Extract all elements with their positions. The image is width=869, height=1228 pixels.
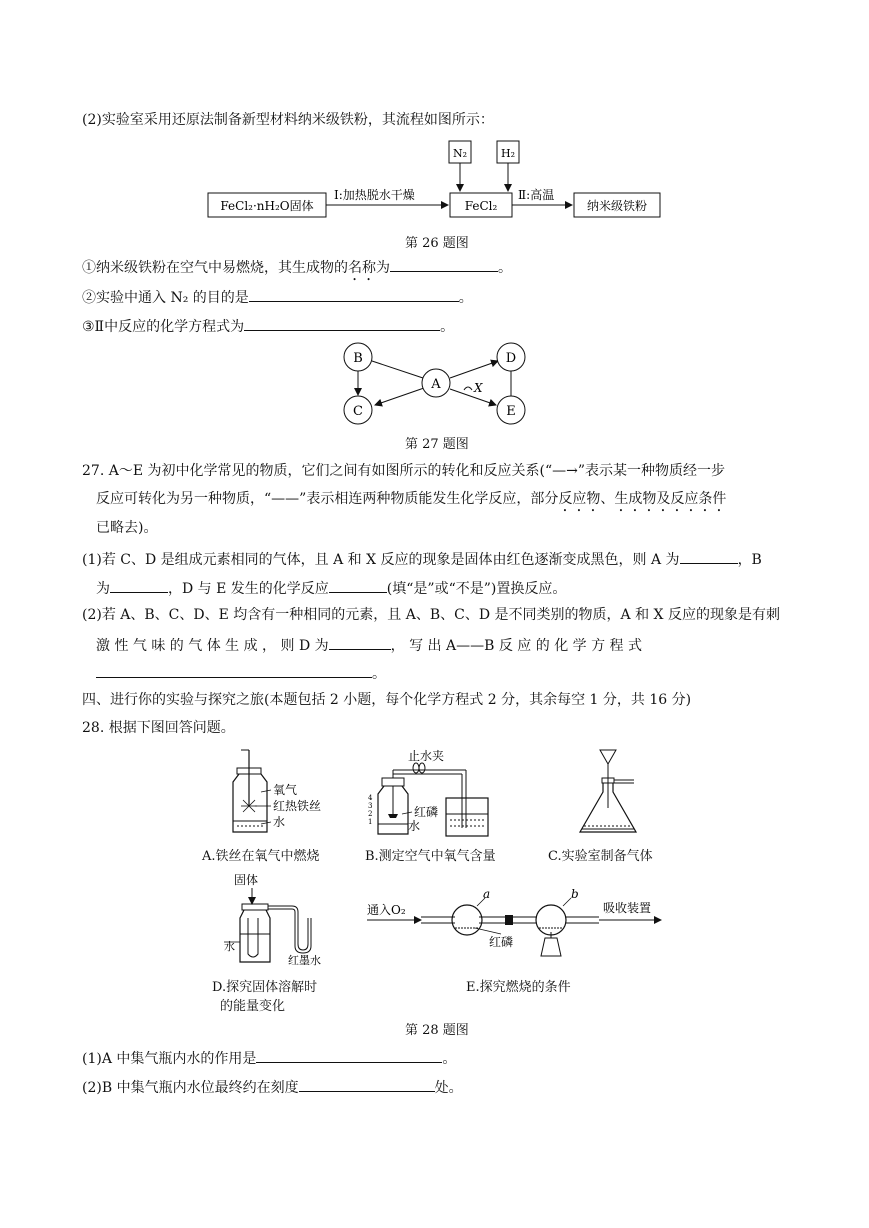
answer-blank[interactable] xyxy=(96,662,372,678)
q27-emph-1: 反应物 xyxy=(558,491,601,507)
answer-blank[interactable] xyxy=(390,256,498,272)
q26-q2-end: 。 xyxy=(458,290,473,306)
fig-d-label-1: D.探究固体溶解时 xyxy=(212,980,318,995)
q26-q2 xyxy=(82,286,473,308)
node-c: C xyxy=(353,404,363,419)
fig-b-clip: 止水夹 xyxy=(408,749,445,763)
flow-h2: H₂ xyxy=(500,147,516,160)
q28-fig-a xyxy=(215,748,350,840)
q28-q1-text: (1)A 中集气瓶内水的作用是 xyxy=(82,1051,257,1067)
q27-stem-1: 27. A～E 为初中化学常见的物质，它们之间有如图所示的转化和反应关系(“—→”表示某一种物质经一步 xyxy=(82,463,725,479)
node-d: D xyxy=(505,351,517,366)
q28-stem: 28. 根据下图回答问题。 xyxy=(82,720,235,736)
fig-a-wire: 红热铁丝 xyxy=(273,799,322,813)
q27-p2-line2 xyxy=(96,634,642,656)
q27-p1-e: (填“是”或“不是”)置换反应。 xyxy=(386,581,567,597)
fig-a-label: A.铁丝在氧气中燃烧 xyxy=(202,849,320,864)
q27-p1-d: ，D 与 E 发生的化学反应 xyxy=(168,581,329,597)
fig-b-scale-3: 3 xyxy=(368,802,373,810)
fig-c-label: C.实验室制备气体 xyxy=(548,849,653,864)
q26-flow-diagram xyxy=(200,138,680,226)
fig-b-label: B.测定空气中氧气含量 xyxy=(365,849,496,864)
q26-q1-text: ①纳米级铁粉在空气中易燃烧，其生成物的 xyxy=(82,260,348,276)
q28-fig-e xyxy=(365,884,675,972)
q26-q1-post: 为 xyxy=(376,260,390,276)
q27-p1-b: ，B xyxy=(737,552,762,568)
fig-e-a: a xyxy=(483,887,491,901)
section-4-heading: 四、进行你的实验与探究之旅(本题包括 2 小题，每个化学方程式 2 分，其余每空 1 分，共 16 分) xyxy=(82,692,692,708)
q27-p2-d: 。 xyxy=(372,666,386,682)
q28-caption: 第 28 题图 xyxy=(405,1023,469,1038)
q27-p2-line1: (2)若 A、B、C、D、E 均含有一种相同的元素，且 A、B、C、D 是不同类别的物质，A 和 X 反应的现象是有刺 xyxy=(82,607,780,623)
fig-d-ink: 红墨水 xyxy=(288,954,321,967)
q27-stem-3: 已略去)。 xyxy=(96,520,158,536)
fig-e-out: 吸收装置 xyxy=(603,901,652,915)
flow-box-1: FeCl₂·nH₂O固体 xyxy=(220,199,314,213)
q28-fig-b xyxy=(366,748,501,840)
q28-q1-end: 。 xyxy=(442,1051,457,1067)
q26-q1-emph: 名称 xyxy=(348,260,376,276)
fig-e-in: 通入O₂ xyxy=(367,903,406,917)
q26-intro: (2)实验室采用还原法制备新型材料纳米级铁粉，其流程如图所示： xyxy=(82,112,494,128)
q28-q1 xyxy=(82,1047,456,1069)
fig-a-water: 水 xyxy=(273,815,286,829)
flow-box-3: 纳米级铁粉 xyxy=(586,199,648,213)
q28-q2 xyxy=(82,1076,463,1098)
q27-stem-2 xyxy=(96,489,726,515)
q27-p1-line1 xyxy=(82,548,762,570)
q26-q1-end: 。 xyxy=(498,260,512,276)
answer-blank[interactable] xyxy=(299,1076,435,1092)
flow-step-1: Ⅰ:加热脱水干燥 xyxy=(334,188,415,202)
node-e: E xyxy=(506,404,516,419)
answer-blank[interactable] xyxy=(680,548,738,564)
fig-b-phosphorus: 红磷 xyxy=(414,805,439,819)
q27-stem-2-text: 反应可转化为另一种物质，“——”表示相连两种物质能发生化学反应，部分 xyxy=(96,491,559,507)
answer-blank[interactable] xyxy=(244,315,440,331)
q27-p2-b: 激 性 气 味 的 气 体 生 成 ， 则 D 为 xyxy=(96,638,329,654)
fig-d-label-2: 的能量变化 xyxy=(220,999,286,1014)
q28-fig-c xyxy=(570,748,650,840)
flow-n2: N₂ xyxy=(452,147,468,160)
answer-blank[interactable] xyxy=(249,286,459,302)
answer-blank[interactable] xyxy=(329,577,387,593)
q27-sep: 、 xyxy=(600,491,615,507)
q27-p2-line3 xyxy=(96,662,386,684)
q26-q1 xyxy=(82,256,512,284)
q26-q3-text: ③Ⅱ中反应的化学方程式为 xyxy=(82,319,245,335)
q26-q3 xyxy=(82,315,454,337)
label-x: X xyxy=(474,381,483,395)
q28-q2-text: (2)B 中集气瓶内水位最终约在刻度 xyxy=(82,1080,299,1096)
answer-blank[interactable] xyxy=(329,634,391,650)
q27-emph-2: 生成物及反应条件 xyxy=(614,491,727,507)
fig-e-b: b xyxy=(571,887,579,901)
q28-q2-end: 处。 xyxy=(434,1080,463,1096)
fig-b-scale-4: 4 xyxy=(368,794,373,802)
fig-d-water: 水 xyxy=(224,940,235,953)
q26-q3-end: 。 xyxy=(440,319,455,335)
flow-box-2: FeCl₂ xyxy=(464,199,498,213)
q27-caption: 第 27 题图 xyxy=(405,437,469,452)
q27-p1-a: (1)若 C、D 是组成元素相同的气体，且 A 和 X 反应的现象是固体由红色逐渐变成黑色，则 A 为 xyxy=(82,552,680,568)
fig-d-solid: 固体 xyxy=(234,873,259,887)
flow-step-2: Ⅱ:高温 xyxy=(518,188,555,202)
fig-b-scale-2: 2 xyxy=(368,810,373,818)
fig-a-o2: 氧气 xyxy=(273,783,298,797)
q26-q2-text: ②实验中通入 N₂ 的目的是 xyxy=(82,290,249,306)
node-a: A xyxy=(431,377,441,392)
q27-relation-diagram xyxy=(330,338,540,430)
fig-e-phosphorus: 红磷 xyxy=(489,935,514,949)
fig-b-scale-1: 1 xyxy=(368,818,373,826)
q27-p2-c: ， 写 出 A——B 反 应 的 化 学 方 程 式 xyxy=(390,638,642,654)
q26-caption: 第 26 题图 xyxy=(405,236,469,251)
answer-blank[interactable] xyxy=(110,577,168,593)
q28-fig-d xyxy=(222,872,332,972)
q27-p1-line2 xyxy=(96,577,566,599)
answer-blank[interactable] xyxy=(256,1047,442,1063)
fig-e-label: E.探究燃烧的条件 xyxy=(466,980,571,995)
node-b: B xyxy=(353,351,363,366)
q27-p1-c: 为 xyxy=(96,581,110,597)
fig-b-water: 水 xyxy=(408,819,421,833)
